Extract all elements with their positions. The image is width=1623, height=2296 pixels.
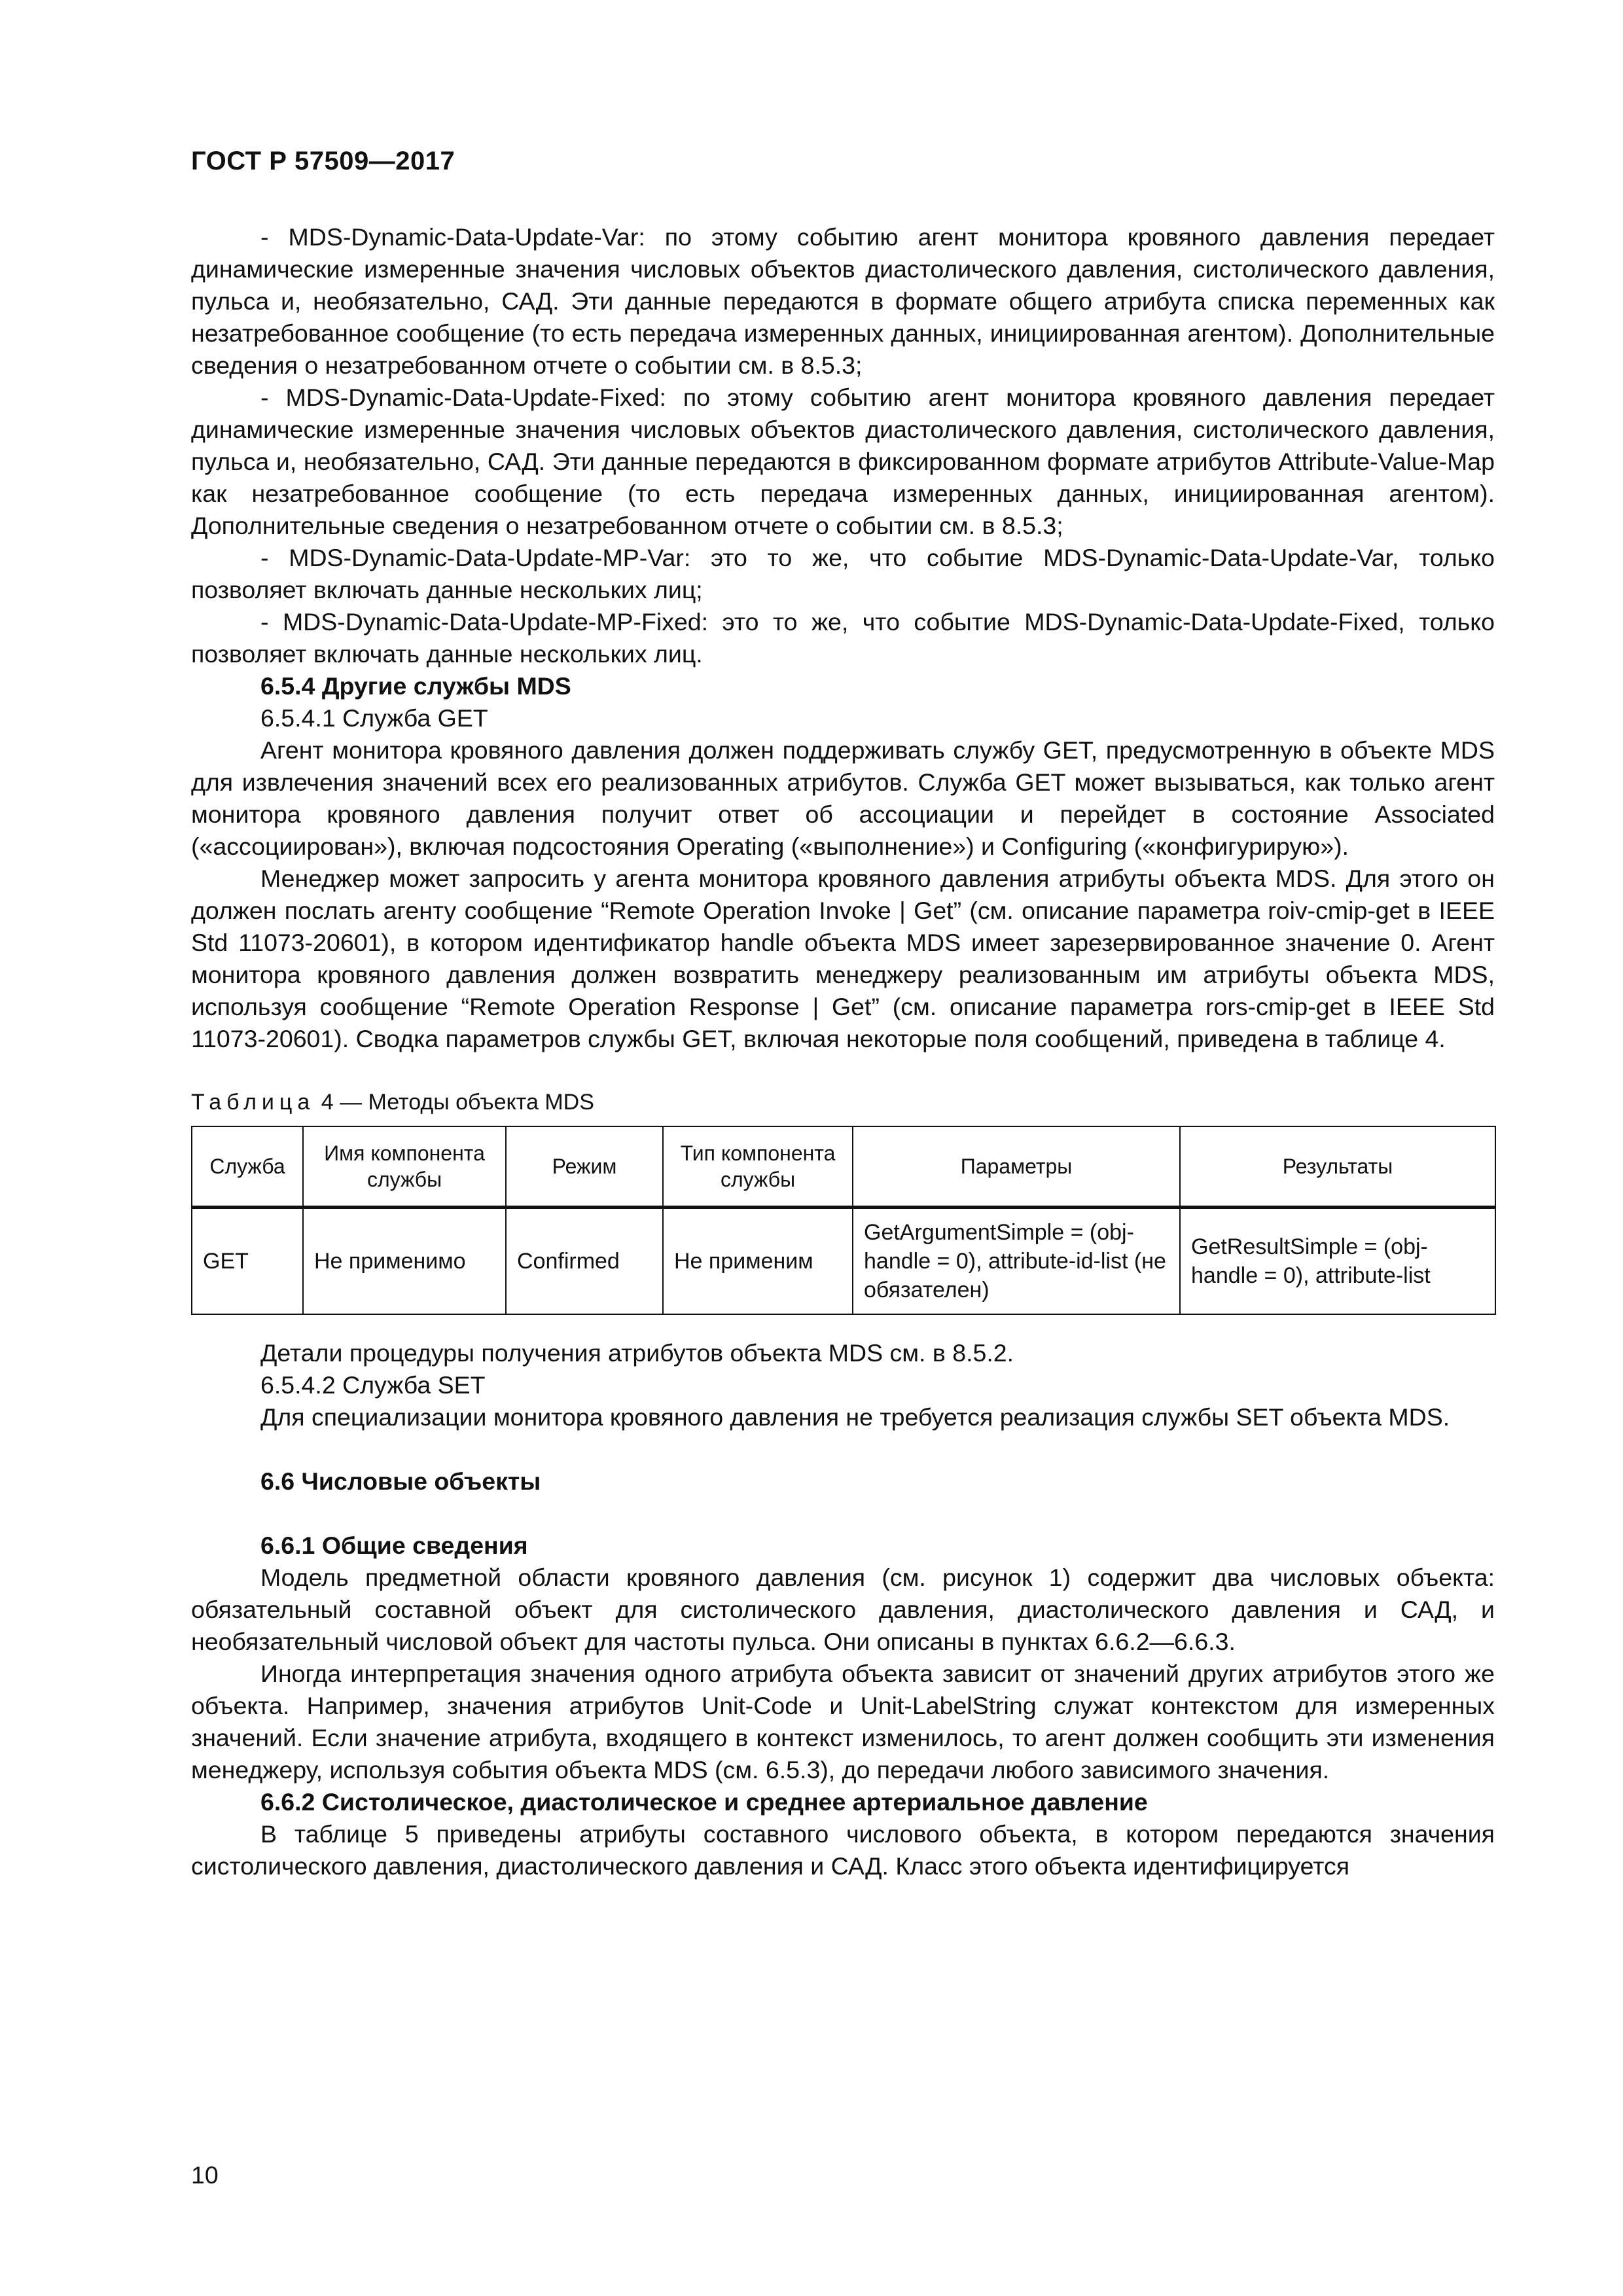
table-header-cell: Тип компонента службы <box>663 1126 853 1206</box>
table-header-cell: Имя компонента службы <box>303 1126 506 1206</box>
body-text <box>191 221 1495 1882</box>
section-heading-6-6: 6.6 Числовые объекты <box>260 1467 541 1495</box>
paragraph-table5-intro: В таблице 5 приведены атрибуты составного числового объекта, в котором передаются значения систолического давления, диастолического давления и САД. Класс этого объекта идентифицируется <box>191 1820 1495 1880</box>
table-cell: GetArgumentSimple = (obj-handle = 0), attribute-id-list (не обязателен) <box>853 1208 1180 1315</box>
table-spacer <box>191 1315 1495 1337</box>
list-item-dynamic-mp-fixed: - MDS-Dynamic-Data-Update-MP-Fixed: это то же, что событие MDS-Dynamic-Data-Update-Fixed, только позволяет включать данные нескольких лиц. <box>191 608 1495 668</box>
page-number: 10 <box>191 2161 219 2189</box>
list-item-dynamic-mp-var: - MDS-Dynamic-Data-Update-MP-Var: это то же, что событие MDS-Dynamic-Data-Update-Var, только позволяет включать данные нескольких лиц; <box>191 544 1495 603</box>
list-item-dynamic-var: - MDS-Dynamic-Data-Update-Var: по этому событию агент монитора кровяного давления передает динамические измеренные значения числовых объектов диастолического давления, систолического давления, пульса и, необязательно, САД. Эти данные передаются в формате общего атрибута списка переменных как незатребованное сообщение (то есть передача измеренных данных, инициированная агентом). Дополнительные сведения о незатребованном отчете о событии см. в 8.5.3; <box>191 223 1495 379</box>
table-cell: Не применимо <box>303 1208 506 1315</box>
paragraph-manager-request: Менеджер может запросить у агента монитора кровяного давления атрибуты объекта MDS. Для этого он должен послать агенту сообщение “Remote Operation Invoke | Get” (см. описание параметра roiv-cmip-get в IEEE Std 11073-20601), в котором идентификатор handle объекта MDS имеет зарезервированное значение 0. Агент монитора кровяного давления должен возвратить менеджеру реализованным им атрибуты объекта MDS, используя сообщение “Remote Operation Response | Get” (см. описание параметра rors-cmip-get в IEEE Std 11073-20601). Сводка параметров службы GET, включая некоторые поля сообщений, приведена в таблице 4. <box>191 865 1495 1052</box>
paragraph-set-service: Для специализации монитора кровяного давления не требуется реализация службы SET объекта MDS. <box>260 1403 1450 1431</box>
subsection-heading-6-6-2: 6.6.2 Систолическое, диастолическое и среднее артериальное давление <box>260 1788 1148 1816</box>
table-header-row <box>192 1126 1495 1206</box>
subsection-heading-6-5-4-2: 6.5.4.2 Служба SET <box>260 1371 486 1399</box>
table-header-cell: Результаты <box>1180 1126 1495 1206</box>
table-cell: Не применим <box>663 1208 853 1315</box>
table-cell: GetResultSimple = (obj-handle = 0), attribute-list <box>1180 1208 1495 1315</box>
paragraph-get-details: Детали процедуры получения атрибутов объекта MDS см. в 8.5.2. <box>260 1339 1014 1367</box>
document-code-header: ГОСТ Р 57509—2017 <box>191 147 455 175</box>
table-caption-title: 4 — Методы объекта MDS <box>315 1090 594 1115</box>
paragraph-domain-model: Модель предметной области кровяного давления (см. рисунок 1) содержит два числовых объекта: обязательный составной объект для систолического давления, диастолического давления и САД, и необязательный числовой объект для частоты пульса. Они описаны в пунктах 6.6.2—6.6.3. <box>191 1564 1495 1655</box>
paragraph-attribute-context: Иногда интерпретация значения одного атрибута объекта зависит от значений других атрибутов этого же объекта. Например, значения атрибутов Unit-Code и Unit-LabelString служат контекстом для измеренных значений. Если значение атрибута, входящего в контекст изменилось, то агент должен сообщить эти изменения менеджеру, используя события объекта MDS (см. 6.5.3), до передачи любого зависимого значения. <box>191 1660 1495 1784</box>
methods-table <box>191 1126 1496 1315</box>
table-cell: GET <box>192 1208 303 1315</box>
table-header-cell: Служба <box>192 1126 303 1206</box>
section-heading-6-5-4: 6.5.4 Другие службы MDS <box>260 672 571 700</box>
subsection-heading-6-5-4-1: 6.5.4.1 Служба GET <box>260 704 488 732</box>
table-header-cell: Параметры <box>853 1126 1180 1206</box>
table-row <box>192 1208 1495 1315</box>
table-cell: Confirmed <box>506 1208 663 1315</box>
table-header-cell: Режим <box>506 1126 663 1206</box>
paragraph-get-service: Агент монитора кровяного давления должен поддерживать службу GET, предусмотренную в объекте MDS для извлечения значений всех его реализованных атрибутов. Служба GET может вызываться, как только агент монитора кровяного давления получит ответ об ассоциации и перейдет в состояние Associated («ассоциирован»), включая подсостояния Operating («выполнение») и Configuring («конфигурирую»). <box>191 736 1495 860</box>
table-caption <box>191 1088 1495 1117</box>
list-item-dynamic-fixed: - MDS-Dynamic-Data-Update-Fixed: по этому событию агент монитора кровяного давления передает динамические измеренные значения числовых объектов диастолического давления, систолического давления, пульса и, необязательно, САД. Эти данные передаются в фиксированном формате атрибутов Attribute-Value-Map как незатребованное сообщение (то есть передача измеренных данных, инициированная агентом). Дополнительные сведения о незатребованном отчете о событии см. в 8.5.3; <box>191 384 1495 539</box>
table-caption-label: Таблица <box>191 1090 315 1115</box>
subsection-heading-6-6-1: 6.6.1 Общие сведения <box>260 1532 528 1559</box>
